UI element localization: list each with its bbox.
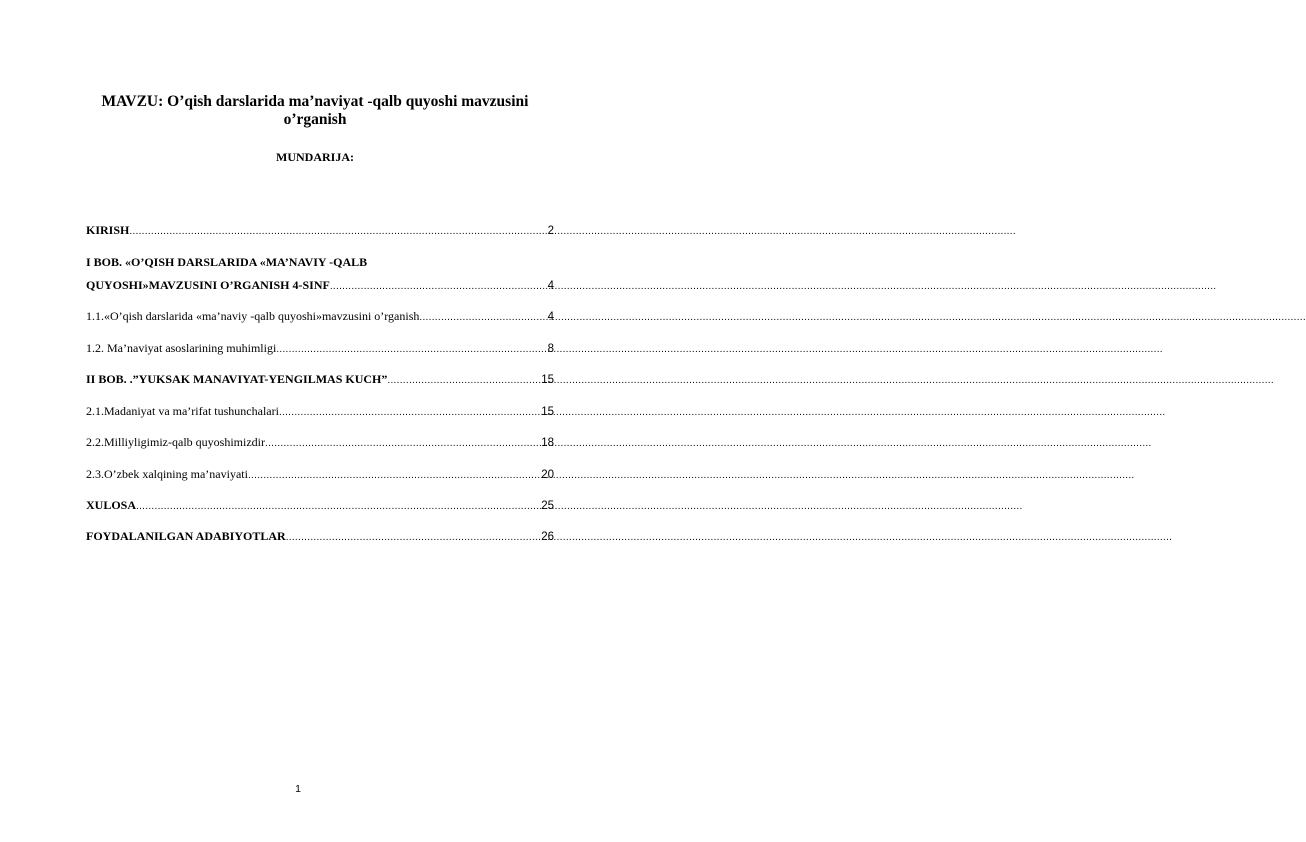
toc-dot-leader <box>419 310 546 326</box>
toc-entry-2-2[interactable] <box>86 434 554 452</box>
toc-entry-title: KIRISH <box>86 223 130 237</box>
toc-entry-page: 25 <box>541 500 554 512</box>
toc-entry-page: 4 <box>547 280 554 292</box>
toc-entry-2-1[interactable] <box>86 403 554 421</box>
toc-entry-bob1-line1[interactable]: I BOB. «O’QISH DARSLARIDA «MA’NAVIY -QALB <box>86 255 368 269</box>
toc-entry-page: 2 <box>547 225 554 237</box>
toc-entry-title: QUYOSHI»MAVZUSINI O’RGANISH 4-SINF <box>86 278 330 292</box>
toc-entry-2-3[interactable] <box>86 466 554 484</box>
toc-entry-page: 8 <box>547 343 554 355</box>
toc-entry-page: 4 <box>547 311 554 323</box>
document-page <box>0 0 596 842</box>
toc-entry-title: 1.2. Ma’naviyat asoslarining muhimligi <box>86 341 277 355</box>
toc-entry-page: 26 <box>541 531 554 543</box>
toc-dot-leader <box>387 373 540 389</box>
toc-dot-leader <box>248 468 540 484</box>
toc-entry-title: 2.2.Milliyligimiz-qalb quyoshimizdir <box>86 435 265 449</box>
toc-entry-title: II BOB. .”YUKSAK MANAVIYAT-YENGILMAS KUCH” <box>86 372 388 386</box>
toc-entry-page: 15 <box>541 374 554 386</box>
toc-dot-leader <box>129 224 546 240</box>
toc-entry-1-2[interactable] <box>86 340 554 358</box>
toc-entry-kirish[interactable] <box>86 222 554 240</box>
toc-entry-bob2[interactable] <box>86 371 554 389</box>
toc-entry-page: 15 <box>541 406 554 418</box>
toc-dot-leader <box>136 499 540 515</box>
toc-entry-xulosa[interactable] <box>86 497 554 515</box>
toc-entry-page: 20 <box>541 469 554 481</box>
toc-dot-leader <box>286 530 541 546</box>
toc-dot-leader <box>279 405 540 421</box>
toc-dot-leader <box>330 279 547 295</box>
toc-entry-title: XULOSA <box>86 498 137 512</box>
toc-entry-page: 18 <box>541 437 554 449</box>
toc-heading: MUNDARIJA: <box>276 150 354 164</box>
page-number: 1 <box>295 783 301 795</box>
toc-dot-leader <box>276 342 546 358</box>
toc-entry-title: 1.1.«O’qish darslarida «ma’naviy -qalb quyoshi»mavzusini o’rganish <box>86 309 420 323</box>
toc-entry-title: 2.3.O’zbek xalqining ma’naviyati <box>86 467 248 481</box>
toc-entry-title: 2.1.Madaniyat va ma’rifat tushunchalari <box>86 404 279 418</box>
toc-dot-leader <box>265 436 540 452</box>
toc-entry-adabiyotlar[interactable] <box>86 528 554 546</box>
toc-entry-title: FOYDALANILGAN ADABIYOTLAR <box>86 529 286 543</box>
toc-entry-bob1[interactable] <box>86 277 554 295</box>
toc-entry-1-1[interactable] <box>86 308 554 326</box>
document-title: MAVZU: O’qish darslarida ma’naviyat -qalb quyoshi mavzusini o’rganish <box>101 93 529 128</box>
